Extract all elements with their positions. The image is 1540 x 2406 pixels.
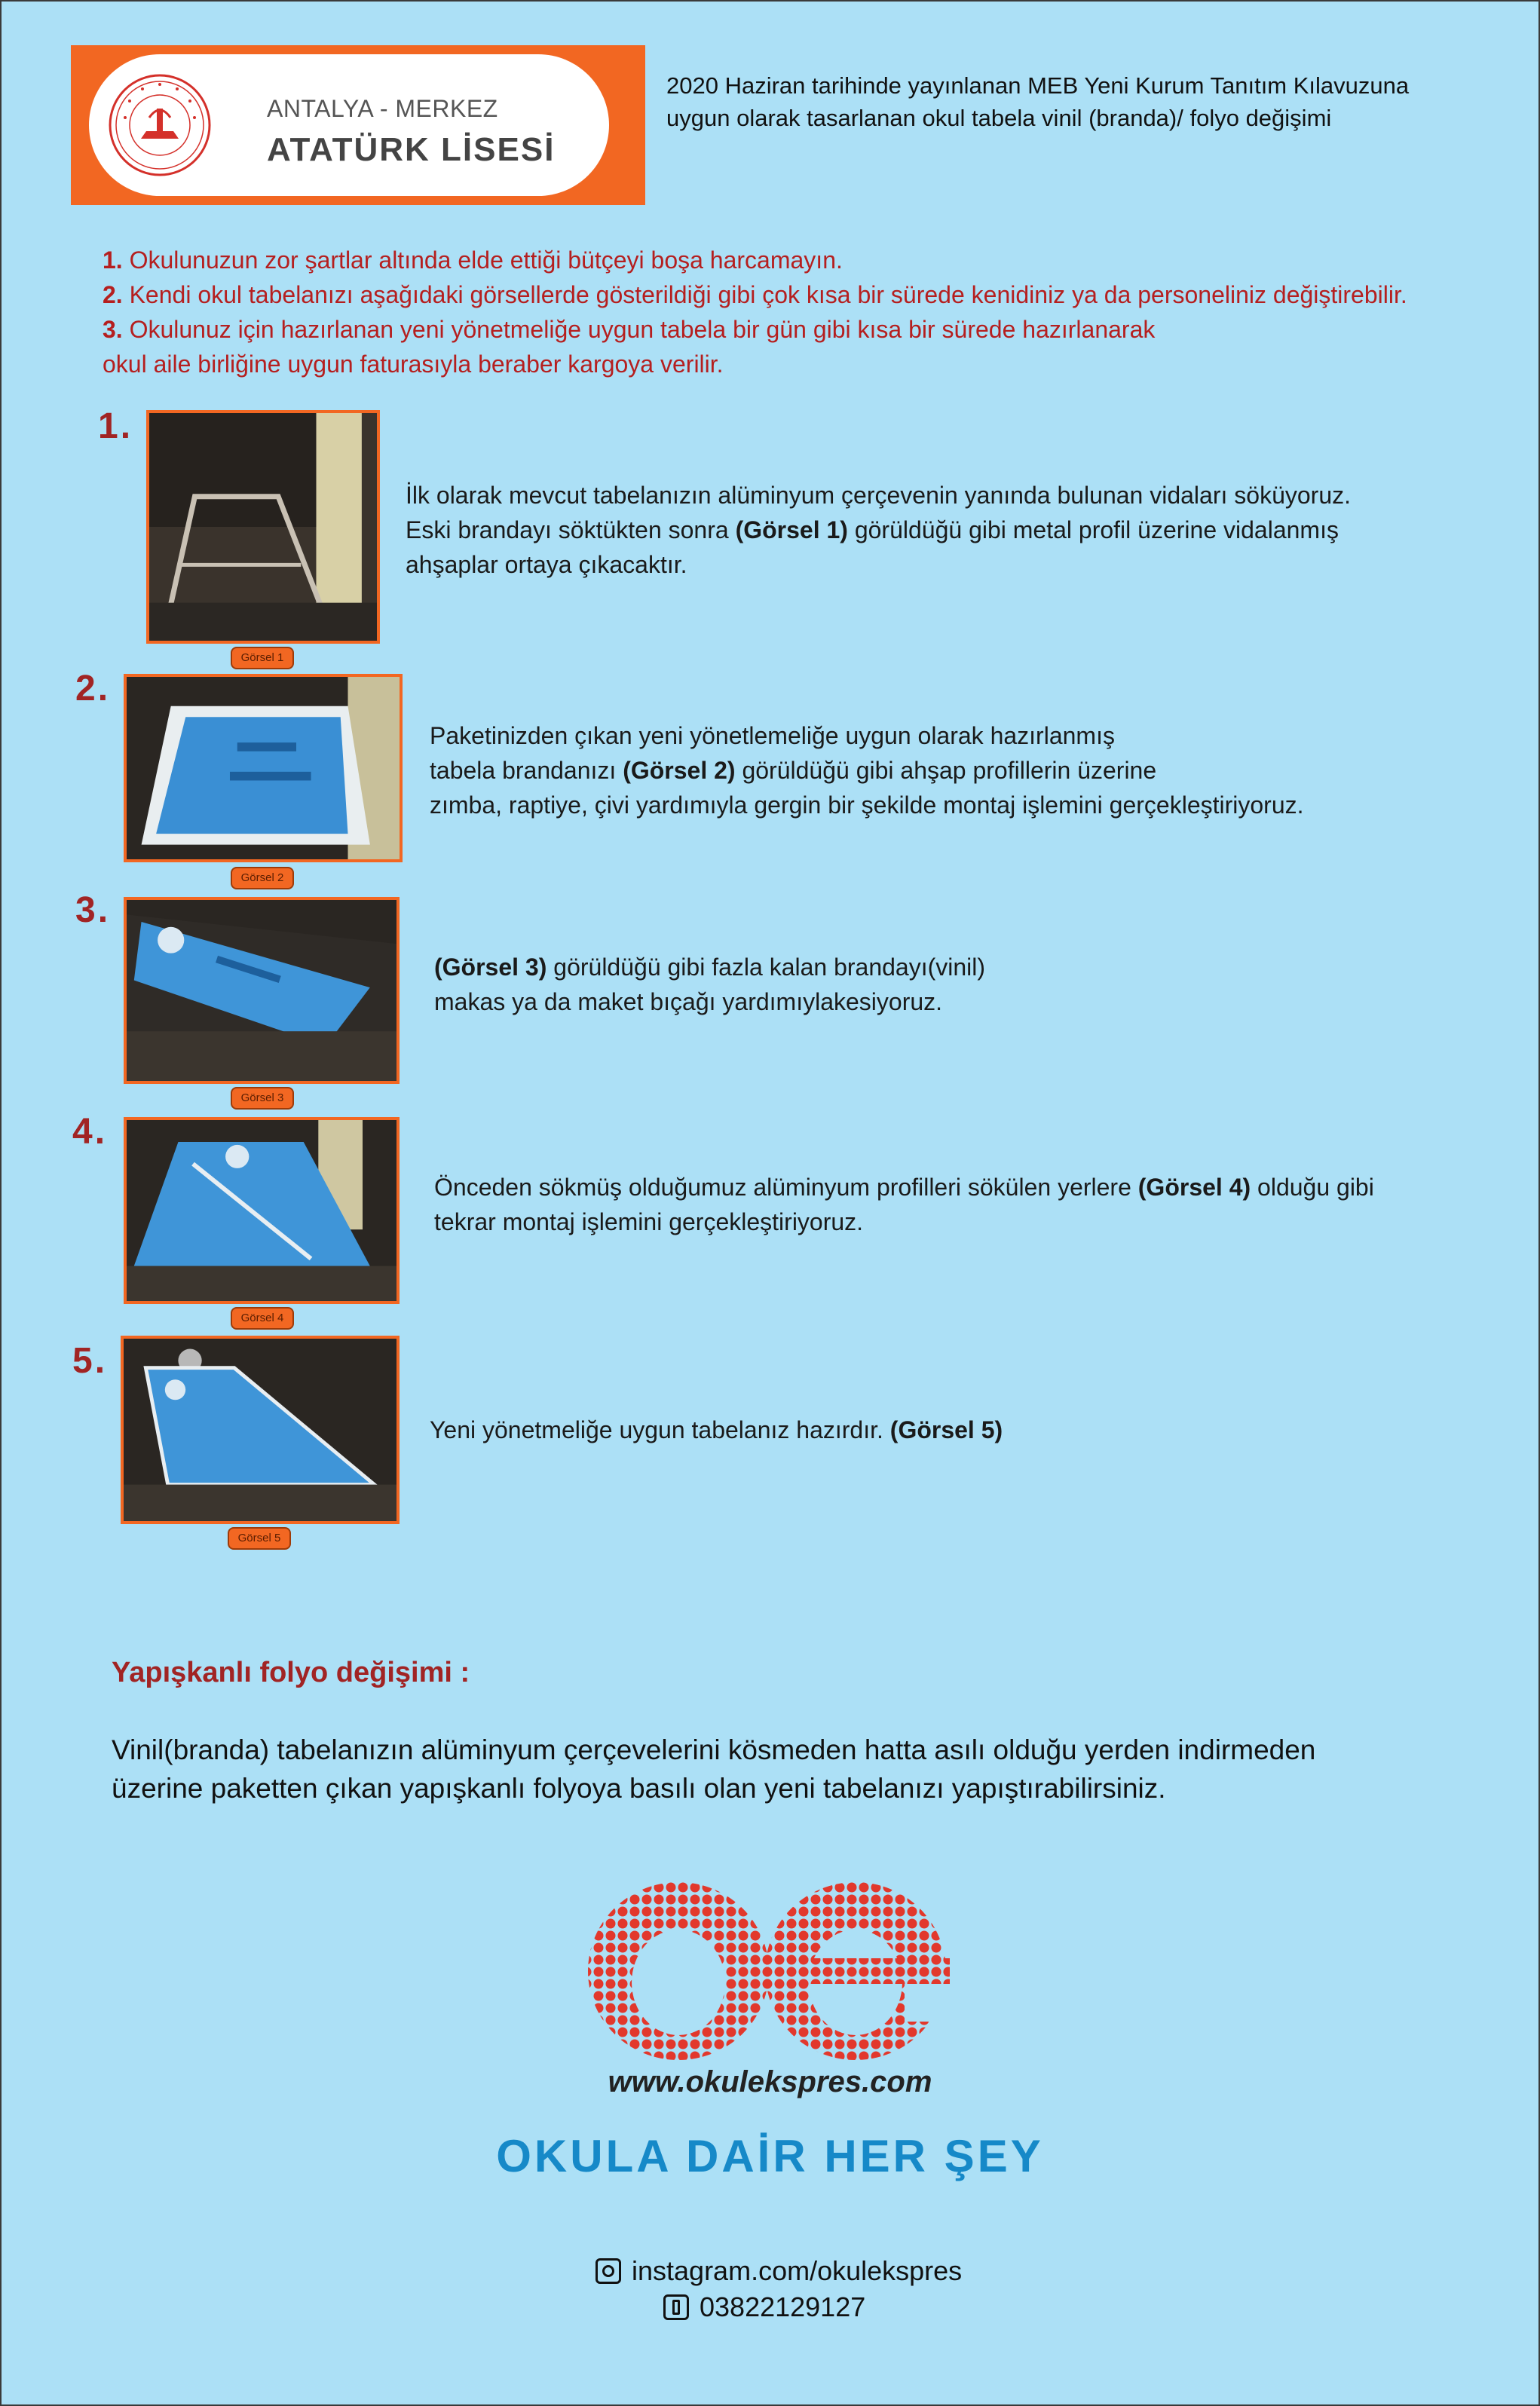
- folyo-line: Vinil(branda) tabelanızın alüminyum çerçevelerini kösmeden hatta asılı olduğu yerden indirmeden: [112, 1734, 1316, 1765]
- folyo-description: [112, 1731, 1315, 1808]
- step-line: (Görsel 3) görüldüğü gibi fazla kalan brandayı(vinil): [434, 954, 986, 981]
- photo-caption: Görsel 3: [231, 1087, 294, 1110]
- step-number: 3.: [75, 890, 111, 930]
- school-name-pill: [89, 54, 609, 196]
- benefit-list: [103, 243, 1407, 381]
- step-line: Eski brandayı söktükten sonra (Görsel 1) görüldüğü gibi metal profil üzerine vidalanmış: [406, 516, 1339, 543]
- folyo-line: üzerine paketten çıkan yapışkanlı folyoya basılı olan yeni tabelanızı yapıştırabilirsiniz.: [112, 1773, 1166, 1804]
- intro-text: [666, 69, 1526, 134]
- photo-caption: Görsel 5: [228, 1527, 291, 1550]
- step-line: makas ya da maket bıçağı yardımıylakesiyoruz.: [434, 988, 943, 1015]
- intro-line: 2020 Haziran tarihinde yayınlanan MEB Yeni Kurum Tanıtım Kılavuzuna: [666, 72, 1410, 99]
- school-banner: [71, 45, 645, 205]
- step-line: tekrar montaj işlemini gerçekleştiriyoruz.: [434, 1208, 864, 1235]
- step-line: Paketinizden çıkan yeni yönetlemeliğe uygun olarak hazırlanmış: [430, 722, 1115, 749]
- step-line: İlk olarak mevcut tabelanızın alüminyum çerçevenin yanında bulunan vidaları söküyoruz.: [406, 482, 1351, 509]
- school-region: ANTALYA - MERKEZ: [267, 95, 498, 122]
- step-photo-3: [124, 897, 400, 1084]
- benefit-number: 2.: [103, 281, 123, 308]
- benefit-number: 1.: [103, 246, 123, 274]
- step-description: [430, 1413, 1003, 1447]
- instagram-handle: instagram.com/okulekspres: [632, 2255, 963, 2286]
- phone-contact: [663, 2291, 865, 2323]
- step-number: 1.: [98, 406, 133, 446]
- step-line: zımba, raptiye, çivi yardımıyla gergin bir şekilde montaj işlemini gerçekleştiriyoruz.: [430, 791, 1304, 819]
- step-number: 2.: [75, 669, 111, 709]
- step-line: Önceden sökmüş olduğumuz alüminyum profilleri sökülen yerlere (Görsel 4) olduğu gibi: [434, 1174, 1374, 1201]
- step-number: 4.: [72, 1112, 108, 1152]
- step-description: [430, 718, 1304, 822]
- benefit-item: [103, 312, 1407, 347]
- benefit-text: Okulunuz için hazırlanan yeni yönetmeliğe uygun tabela bir gün gibi kısa bir sürede hazırlanarak: [122, 316, 1156, 343]
- step-description: [406, 478, 1351, 582]
- school-name: ATATÜRK LİSESİ: [267, 131, 556, 168]
- folyo-section-title: Yapışkanlı folyo değişimi :: [112, 1657, 470, 1688]
- photo-caption: Görsel 4: [231, 1307, 294, 1330]
- meb-seal-icon: [107, 72, 213, 178]
- step-photo-5: [121, 1336, 400, 1524]
- phone-icon: [663, 2294, 689, 2320]
- intro-line: uygun olarak tasarlanan okul tabela vinil (branda)/ folyo değişimi: [666, 105, 1332, 131]
- step-number: 5.: [72, 1341, 108, 1381]
- instagram-contact: [595, 2255, 962, 2287]
- step-line: tabela brandanızı (Görsel 2) görüldüğü gibi ahşap profillerin üzerine: [430, 757, 1157, 784]
- step-description: [434, 1170, 1374, 1239]
- website-url: www.okulekspres.com: [608, 2065, 932, 2098]
- benefit-number: 3.: [103, 316, 123, 343]
- benefit-item: [103, 277, 1407, 312]
- benefit-text: Kendi okul tabelanızı aşağıdaki görsellerde gösterildiği gibi çok kısa bir sürede kenidiniz ya da personeliniz değiştirebilir.: [122, 281, 1407, 308]
- photo-caption: Görsel 1: [231, 647, 294, 669]
- step-photo-2: [124, 674, 403, 862]
- okulekspres-logo-icon: [580, 1869, 957, 2073]
- phone-number: 03822129127: [700, 2291, 866, 2322]
- slogan: OKULA DAİR HER ŞEY: [496, 2131, 1044, 2181]
- benefit-item-continuation: okul aile birliğine uygun faturasıyla beraber kargoya verilir.: [103, 350, 724, 378]
- benefit-text: Okulunuzun zor şartlar altında elde ettiği bütçeyi boşa harcamayın.: [122, 246, 843, 274]
- step-photo-1: [146, 410, 380, 644]
- step-photo-4: [124, 1117, 400, 1304]
- instagram-icon: [595, 2258, 621, 2284]
- photo-caption: Görsel 2: [231, 867, 294, 889]
- benefit-item: [103, 243, 1407, 277]
- step-description: [434, 950, 985, 1019]
- step-line: ahşaplar ortaya çıkacaktır.: [406, 551, 687, 578]
- step-line: Yeni yönetmeliğe uygun tabelanız hazırdır. (Görsel 5): [430, 1416, 1003, 1443]
